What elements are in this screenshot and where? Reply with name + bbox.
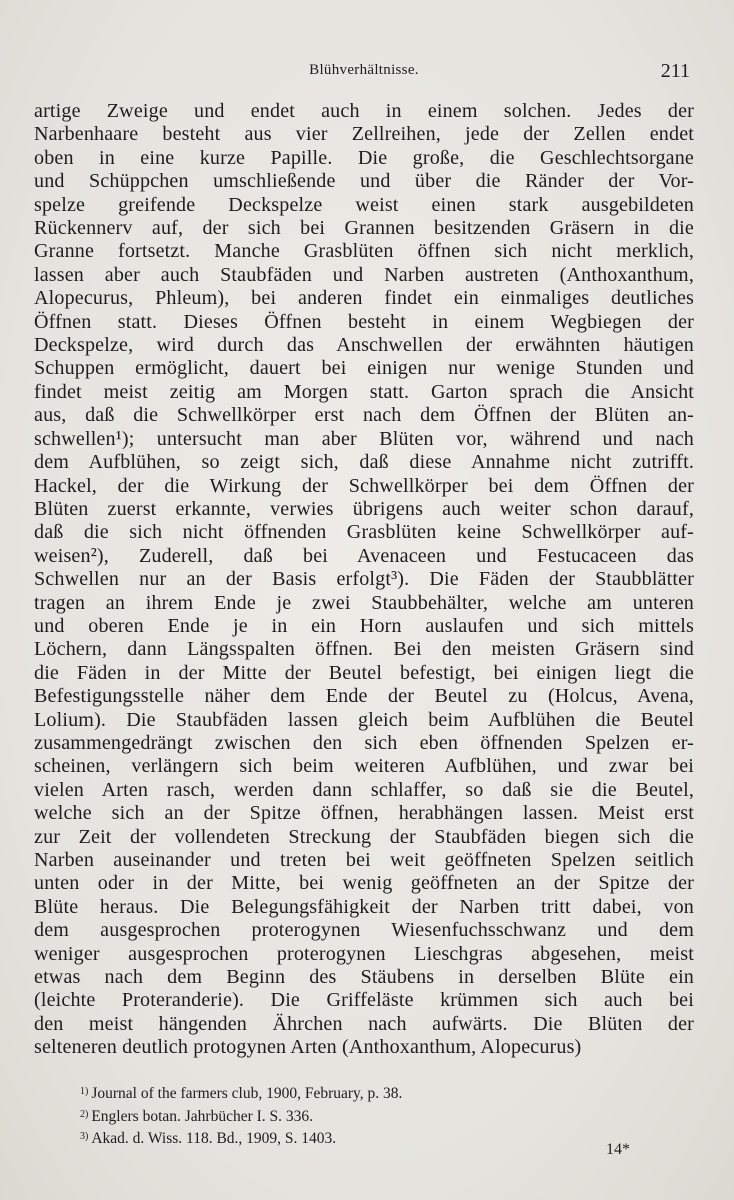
text-line: und Schüppchen umschließende und über die Ränder der Vor- [34, 170, 694, 193]
text-line: (leichte Proteranderie). Die Griffeläste krümmen sich auch bei [34, 989, 694, 1012]
text-line: spelze greifende Deckspelze weist einen stark ausgebildeten [34, 193, 694, 216]
footnote-marker: 3) [80, 1131, 89, 1142]
text-line: findet meist zeitig am Morgen statt. Garton sprach die Ansicht [34, 380, 694, 403]
text-line: Löchern, dann Längsspalten öffnen. Bei den meisten Gräsern sind [34, 638, 694, 661]
text-line: Öffnen statt. Dieses Öffnen besteht in einem Wegbiegen der [34, 310, 694, 333]
footnote-marker: 1) [80, 1086, 89, 1097]
text-line: Schwellen nur an der Basis erfolgt³). Die Fäden der Staubblätter [34, 568, 694, 591]
text-line: die Fäden in der Mitte der Beutel befestigt, bei einigen liegt die [34, 661, 694, 684]
text-line: Narben auseinander und treten bei weit geöffneten Spelzen seitlich [34, 849, 694, 871]
footnote-1 [80, 1082, 640, 1105]
text-line: weniger ausgesprochen proterogynen Lieschgras abgesehen, meist [34, 942, 694, 965]
footnotes [80, 1082, 640, 1150]
text-line: Blüten zuerst erkannte, verwies übrigens auch weiter schon darauf, [34, 497, 694, 520]
text-line: tragen an ihrem Ende je zwei Staubbehälter, welche am unteren [34, 591, 694, 614]
text-line: scheinen, verlängern sich beim weiteren Aufblühen, und zwar bei [34, 755, 694, 778]
text-line: zur Zeit der vollendeten Streckung der Staubfäden biegen sich die [34, 825, 694, 848]
text-line: dem ausgesprochen proterogynen Wiesenfuchsschwanz und dem [34, 919, 694, 942]
footnote-text: Journal of the farmers club, 1900, February, p. 38. [91, 1085, 403, 1102]
text-line: Lolium). Die Staubfäden lassen gleich beim Aufblühen die Beutel [34, 708, 694, 731]
text-line: Narbenhaare besteht aus vier Zellreihen, jede der Zellen endet [34, 123, 694, 146]
footnote-marker: 2) [80, 1108, 89, 1120]
footnote-2 [80, 1105, 640, 1128]
sheet-signature: 14* [606, 1141, 630, 1158]
text-line: daß die sich nicht öffnenden Grasblüten keine Schwellkörper auf- [34, 521, 694, 544]
body-text [34, 100, 694, 1060]
header-title: Blühverhältnisse. [309, 62, 419, 78]
text-line: dem Aufblühen, so zeigt sich, daß diese Annahme nicht zutrifft. [34, 451, 694, 474]
footnote-3 [80, 1127, 640, 1150]
page-number: 211 [660, 60, 690, 82]
text-line: oben in eine kurze Papille. Die große, die Geschlechtsorgane [34, 146, 694, 169]
text-line: weisen²), Zuderell, daß bei Avenaceen und Festucaceen das [34, 544, 694, 567]
text-line: Alopecurus, Phleum), bei anderen findet ein einmaliges deutliches [34, 287, 694, 310]
text-line: lassen aber auch Staubfäden und Narben austreten (Anthoxanthum, [34, 263, 694, 286]
text-line: und oberen Ende je in ein Horn auslaufen und sich mittels [34, 614, 694, 637]
text-line: Deckspelze, wird durch das Anschwellen der erwähnten häutigen [34, 334, 694, 357]
running-head [34, 60, 694, 86]
text-line: Blüte heraus. Die Belegungsfähigkeit der Narben tritt dabei, von [34, 895, 694, 918]
text-line: zusammengedrängt zwischen den sich eben öffnenden Spelzen er- [34, 731, 694, 754]
text-line: etwas nach dem Beginn des Stäubens in derselben Blüte ein [34, 966, 694, 989]
text-line: unten oder in der Mitte, bei wenig geöffneten an der Spitze der [34, 872, 694, 895]
text-line: schwellen¹); untersucht man aber Blüten vor, während und nach [34, 427, 694, 450]
text-line: vielen Arten rasch, werden dann schlaffer, so daß sie die Beutel, [34, 778, 694, 801]
text-line: selteneren deutlich protogynen Arten (Anthoxanthum, Alopecurus) [34, 1036, 582, 1059]
text-line: Granne fortsetzt. Manche Grasblüten öffnen sich nicht merklich, [34, 240, 694, 263]
footnote-text: Englers botan. Jahrbücher I. S. 336. [91, 1107, 314, 1125]
text-line: welche sich an der Spitze öffnen, herabhängen lassen. Meist erst [34, 802, 694, 825]
text-line: artige Zweige und endet auch in einem solchen. Jedes der [34, 100, 694, 122]
text-line: Rückennerv auf, der sich bei Grannen besitzenden Gräsern in die [34, 217, 694, 240]
footnote-text: Akad. d. Wiss. 118. Bd., 1909, S. 1403. [91, 1130, 337, 1147]
text-line: Befestigungsstelle näher dem Ende der Beutel zu (Holcus, Avena, [34, 685, 694, 708]
text-line: Hackel, der die Wirkung der Schwellkörper bei dem Öffnen der [34, 474, 694, 497]
text-line: aus, daß die Schwellkörper erst nach dem Öffnen der Blüten an- [34, 404, 694, 427]
text-line: den meist hängenden Ährchen nach aufwärts. Die Blüten der [34, 1012, 694, 1035]
text-line: Schuppen ermöglicht, dauert bei einigen nur wenige Stunden und [34, 357, 694, 380]
